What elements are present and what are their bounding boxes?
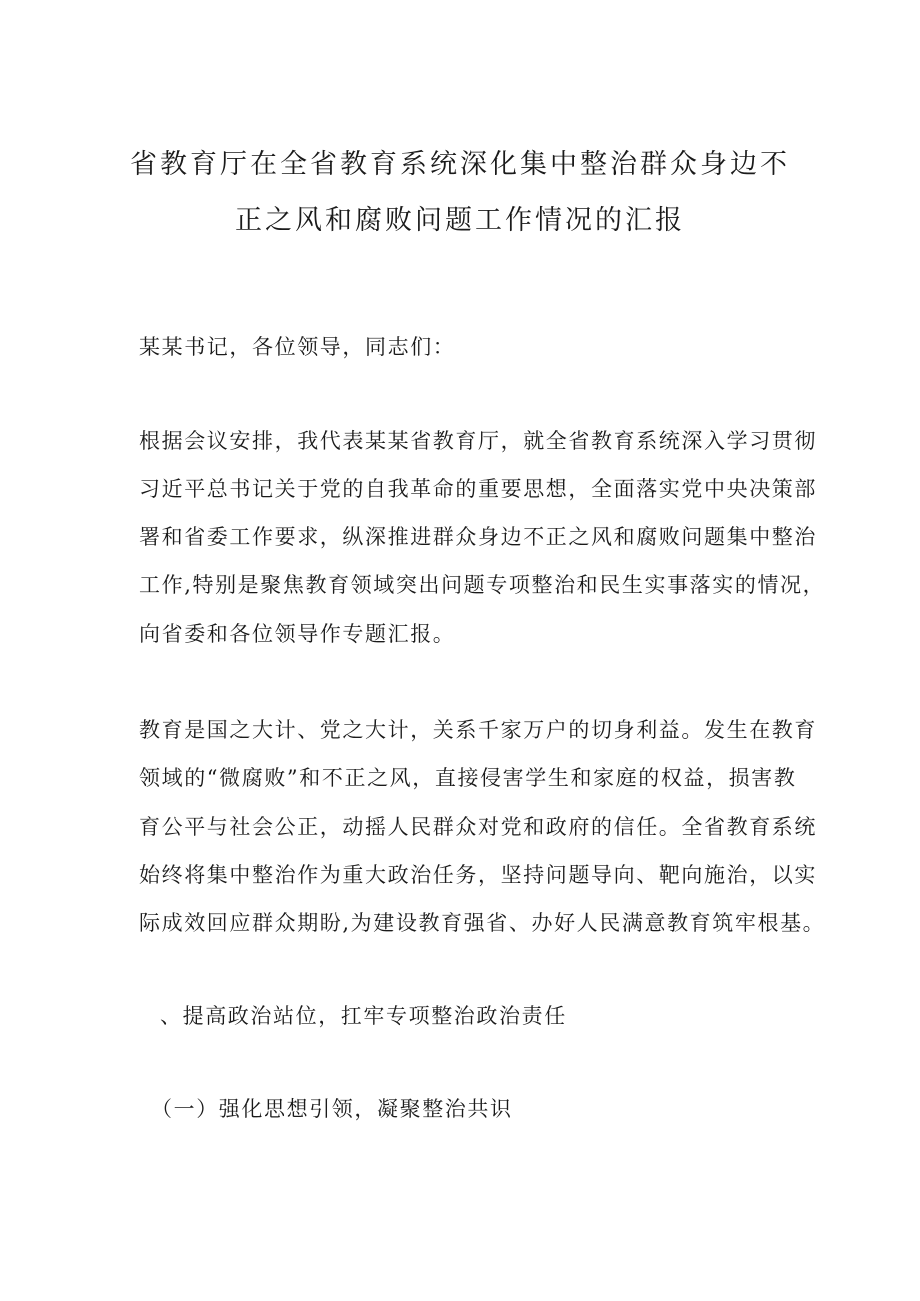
subsection-heading-1: （一）强化思想引领，凝聚整治共识: [151, 1097, 513, 1121]
paragraph-1-line-2: 习近平总书记关于党的自我革命的重要思想，全面落实党中央决策部: [139, 477, 817, 501]
document-title-line-1: 省教育厅在全省教育系统深化集中整治群众身边不: [130, 149, 790, 180]
paragraph-2-line-4: 始终将集中整治作为重大政治任务，坚持问题导向、靶向施治，以实: [139, 863, 817, 887]
salutation: 某某书记，各位领导，同志们：: [139, 335, 456, 359]
paragraph-1-line-3: 署和省委工作要求，纵深推进群众身边不正之风和腐败问题集中整治: [139, 525, 817, 549]
document-title-line-2: 正之风和腐败问题工作情况的汇报: [235, 205, 685, 236]
paragraph-2-line-5: 际成效回应群众期盼,为建设教育强省、办好人民满意教育筑牢根基。: [139, 911, 826, 935]
paragraph-1-line-5: 向省委和各位领导作专题汇报。: [139, 622, 456, 646]
section-heading-1: 、提高政治站位，扛牢专项整治政治责任: [160, 1004, 567, 1028]
paragraph-2-line-3: 育公平与社会公正，动摇人民群众对党和政府的信任。全省教育系统: [139, 815, 817, 839]
paragraph-2-line-2: 领域的“微腐败”和不正之风，直接侵害学生和家庭的权益，损害教: [139, 766, 797, 790]
paragraph-1-line-1: 根据会议安排，我代表某某省教育厅，就全省教育系统深入学习贯彻: [139, 429, 817, 453]
paragraph-1-line-4: 工作,特别是聚焦教育领域突出问题专项整治和民生实事落实的情况，: [139, 573, 826, 597]
paragraph-2-line-1: 教育是国之大计、党之大计，关系千家万户的切身利益。发生在教育: [139, 718, 817, 742]
